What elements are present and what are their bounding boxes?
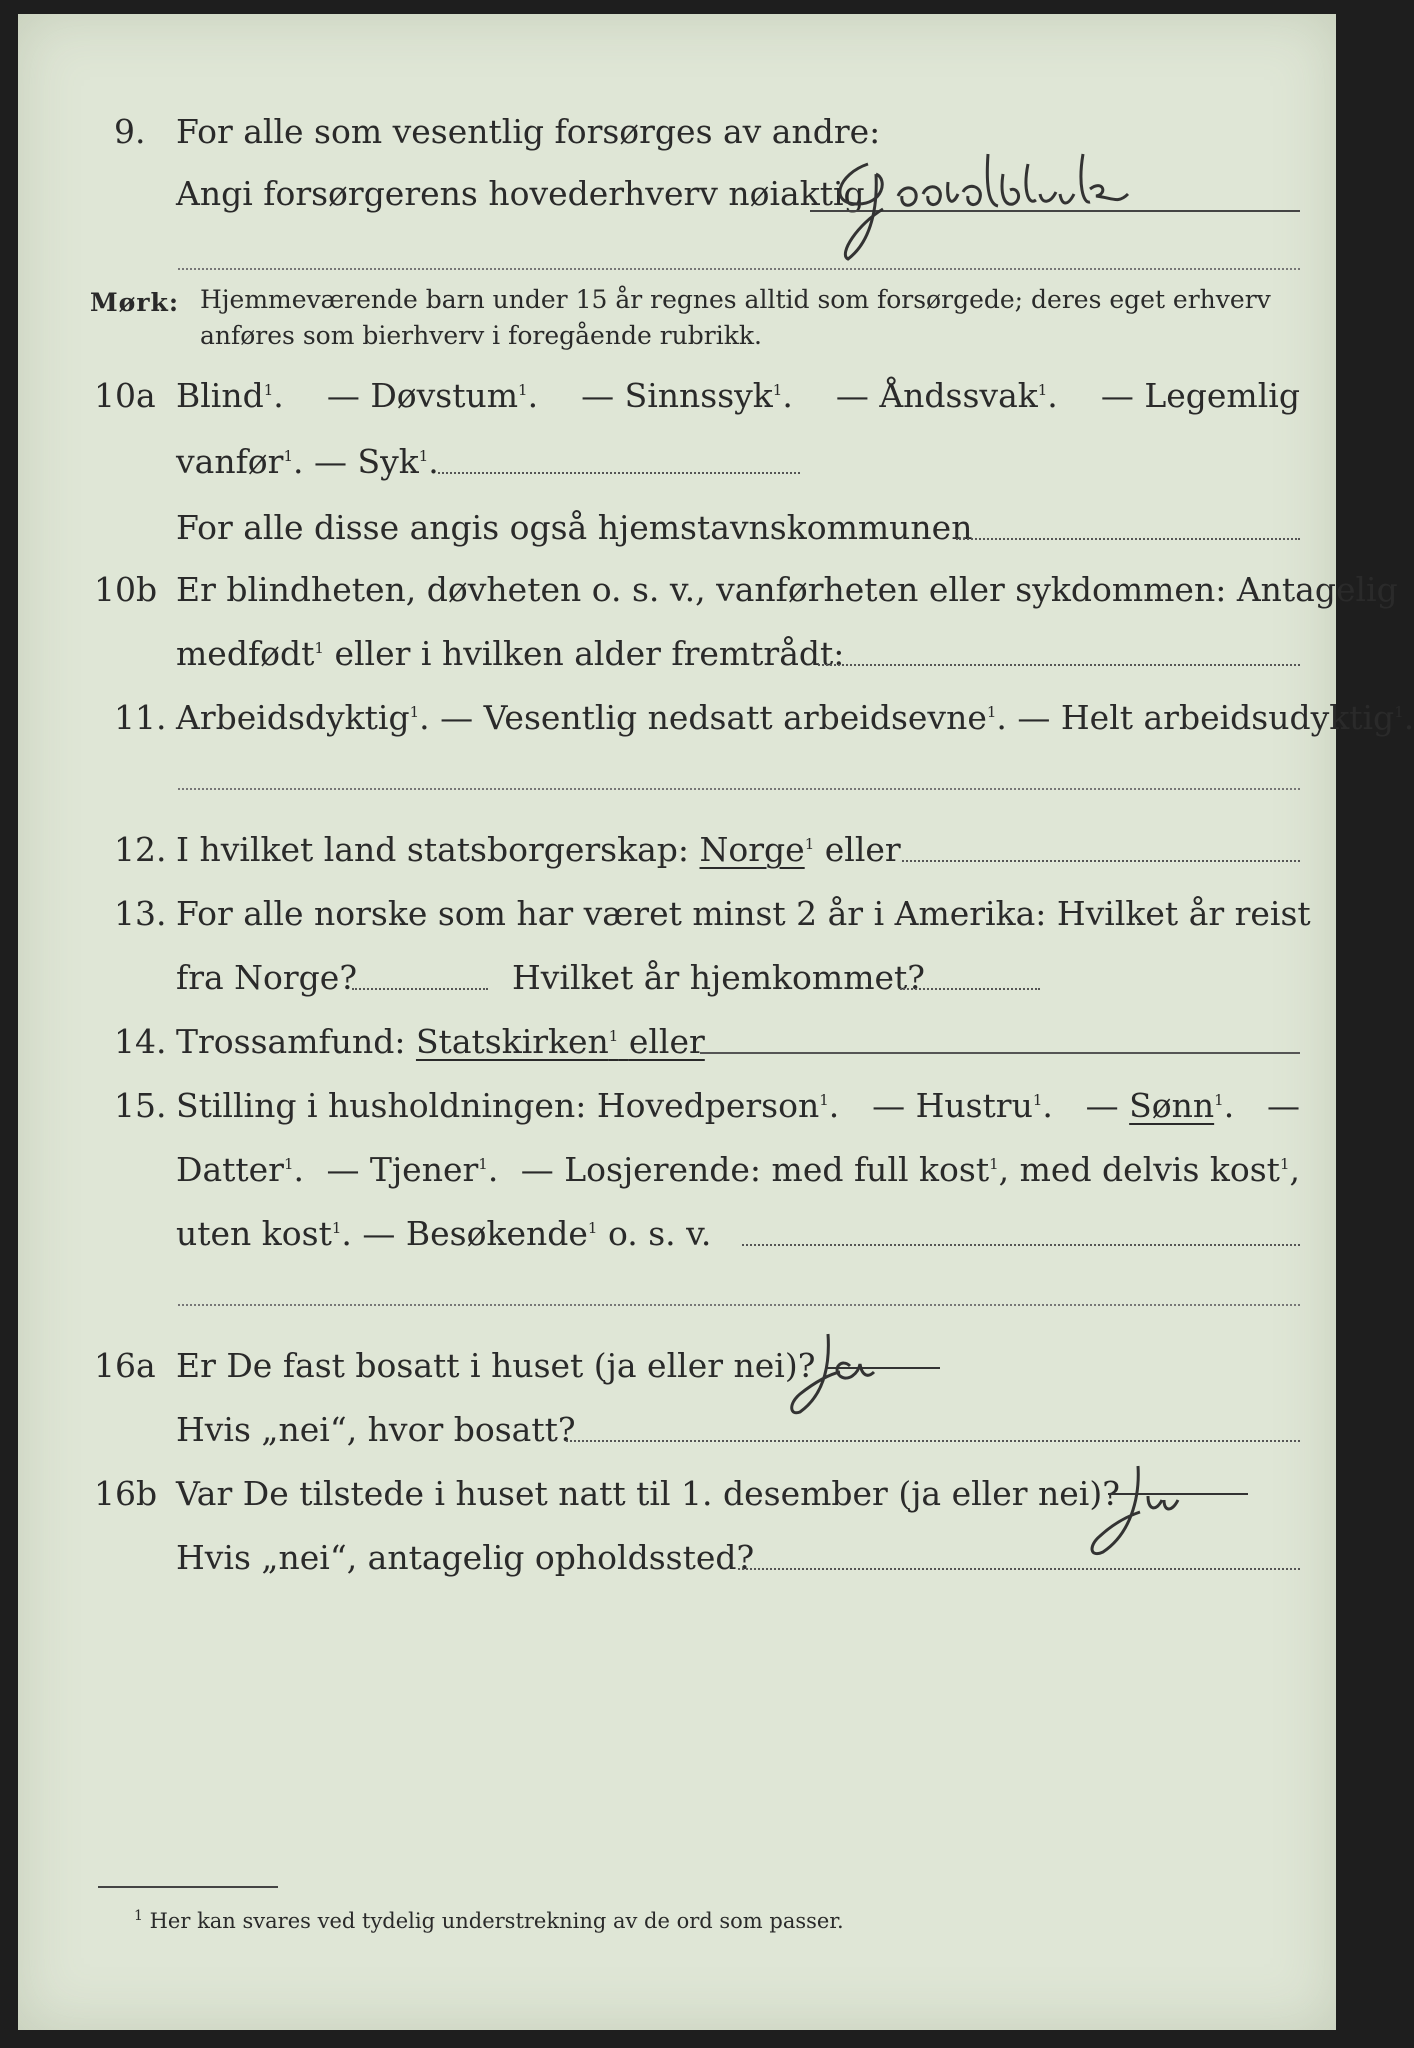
q9-line2: Angi forsørgerens hovederhverv nøiaktig: [176, 174, 865, 213]
q14-answer-statskirken: Statskirken$^1$ eller: [415, 1022, 705, 1061]
q10a-hjemstavn-line: [956, 538, 1300, 540]
q12-answer-norge: Norge: [699, 830, 805, 869]
census-form-page: [18, 14, 1414, 2030]
q14-number: 14.: [114, 1022, 167, 1061]
q16a-handwritten-answer: [770, 1324, 950, 1428]
q12-line: I hvilket land statsborgerskap: Norge$^1$ eller: [176, 830, 901, 869]
q15-number: 15.: [114, 1086, 167, 1125]
q13-line1: For alle norske som har været minst 2 år i Amerika: Hvilket år reist: [176, 894, 1311, 933]
q13-reist-line: [352, 988, 488, 990]
q9-number: 9.: [114, 112, 146, 151]
q9-line1: For alle som vesentlig forsørges av andre:: [176, 112, 881, 151]
q10a-number: 10a: [94, 376, 156, 415]
q13-line2a: fra Norge?: [176, 958, 358, 997]
q10a-line2: [176, 442, 439, 482]
note-label: Mørk:: [90, 288, 180, 317]
q10a-option-blind: Blind$^1$.: [176, 376, 284, 415]
q10a-line1: [176, 376, 1300, 416]
footnote: $^1$ Her kan svares ved tydelig understrekning av de ord som passer.: [134, 1908, 844, 1933]
q15-bottom-rule: [178, 1304, 1300, 1306]
q15-line1: Stilling i husholdningen: Hovedperson$^1$. — Hustru$^1$. — Sønn$^1$. —: [176, 1086, 1300, 1125]
q13-hjemkommet-line: [900, 988, 1040, 990]
note-line2: anføres som bierhverv i foregående rubrikk.: [200, 321, 762, 350]
q13-number: 13.: [114, 894, 167, 933]
q15-answer-line: [742, 1244, 1300, 1246]
q12-number: 12.: [114, 830, 167, 869]
q11-bottom-rule: [178, 788, 1300, 790]
q11-line1: [176, 698, 1414, 738]
q16b-handwritten-answer: [1048, 1454, 1288, 1568]
q15-line3: uten kost$^1$. — Besøkende$^1$ o. s. v.: [176, 1214, 712, 1253]
q11-number: 11.: [114, 698, 167, 737]
q16b-line1: Var De tilstede i huset natt til 1. desember (ja eller nei)?: [176, 1474, 1120, 1513]
q10b-answer-line: [818, 664, 1300, 666]
q11-option-udyktig: — Helt arbeidsudyktig$^1$.: [1017, 698, 1414, 737]
q16a-line2: Hvis „nei“, hvor bosatt?: [176, 1410, 576, 1449]
q9-bottom-rule: [178, 268, 1300, 270]
q11-option-nedsatt: — Vesentlig nedsatt arbeidsevne$^1$.: [440, 698, 1007, 737]
q16b-line2: Hvis „nei“, antagelig opholdssted?: [176, 1538, 755, 1577]
q10a-option-syk: — Syk$^1$.: [313, 442, 439, 481]
q13-line2b: Hvilket år hjemkommet?: [512, 958, 925, 997]
q10b-number: 10b: [94, 570, 158, 609]
q14-answer-line: [700, 1052, 1300, 1054]
q16a-answer-line: [566, 1440, 1300, 1442]
q10a-syk-line: [438, 472, 800, 474]
q12-answer-line: [902, 860, 1300, 862]
q15-line2: Datter$^1$. — Tjener$^1$. — Losjerende: med full kost$^1$, med delvis kost$^1$,: [176, 1150, 1300, 1189]
q14-line: Trossamfund: Statskirken$^1$ eller: [176, 1022, 705, 1061]
note-line1: Hjemmeværende barn under 15 år regnes alltid som forsørgede; deres eget erhverv: [200, 285, 1271, 314]
q10a-option-andssvak: — Åndssvak$^1$.: [835, 376, 1058, 415]
q11-option-arbeidsdyktig: Arbeidsdyktig$^1$.: [176, 698, 430, 737]
q10a-option-sinnssyk: — Sinnssyk$^1$.: [581, 376, 793, 415]
q16b-answer-line: [738, 1568, 1300, 1570]
q10b-line2: medfødt$^1$ eller i hvilken alder fremtrådt:: [176, 634, 845, 673]
q10a-option-vanfor: vanfør$^1$.: [176, 442, 304, 481]
q10a-option-dovstum: — Døvstum$^1$.: [326, 376, 539, 415]
q10b-line1: Er blindheten, døvheten o. s. v., vanførheten eller sykdommen: Antagelig: [176, 570, 1398, 609]
q10a-option-legemlig: — Legemlig: [1100, 376, 1300, 415]
q16a-line1: Er De fast bosatt i huset (ja eller nei)?: [176, 1346, 816, 1385]
q16a-number: 16a: [94, 1346, 156, 1385]
q10a-line3: For alle disse angis også hjemstavnskommunen: [176, 508, 973, 547]
q16b-number: 16b: [94, 1474, 158, 1513]
q15-answer-sonn: Sønn: [1129, 1086, 1215, 1125]
footnote-rule: [98, 1886, 278, 1888]
q9-handwritten-answer: [828, 134, 1248, 268]
